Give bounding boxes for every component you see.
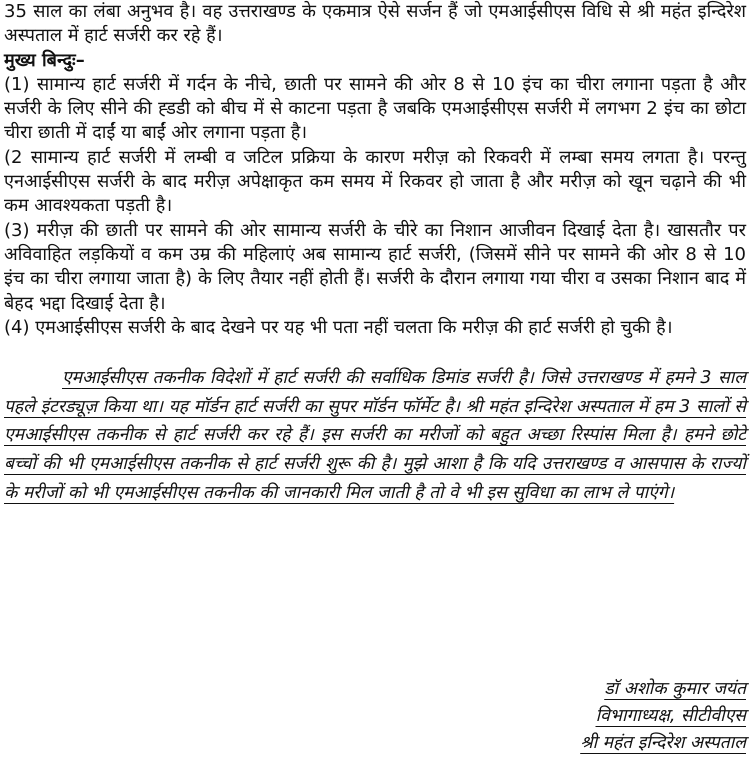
signature-block bbox=[580, 676, 746, 757]
doctor-quote-text: एमआईसीएस तकनीक विदेशों में हार्ट सर्जरी की सर्वाधिक डिमांड सर्जरी है। जिसे उत्तराखण्ड में हमने 3 साल पहले इंटरड्यूज़ किया था। यह मॉर्डन हार्ट सर्जरी का सुपर मॉर्डन फॉर्मेट है। श्री महंत इन्दिरेश अस्पताल में हम 3 सालों से एमआईसीएस तकनीक से हार्ट सर्जरी कर रहे हैं। इस सर्जरी का मरीजों को बहुत अच्छा रिस्पांस मिला है। हमने छोटे बच्चों की भी एमआईसीएस तकनीक से हार्ट सर्जरी शुरू की है। मुझे आशा है कि यदि उत्तराखण्ड व आसपास के राज्यों के मरीजों को भी एमआईसीएस तकनीक की जानकारी मिल जाती है तो वे भी इस सुविधा का लाभ ले पाएंगे। bbox=[4, 368, 746, 503]
document-body bbox=[4, 0, 746, 507]
signature-title: विभागाध्यक्ष, सीटीवीएस bbox=[595, 706, 746, 726]
point-2: (2 सामान्य हार्ट सर्जरी में लम्बी व जटिल प्रक्रिया के कारण मरीज़ को रिकवरी में लम्बा समय लगता है। परन्तु एनआईसीएस सर्जरी के बाद मरीज़ अपेक्षाकृत कम समय में रिकवर हो जाता है और मरीज़ को खून चढ़ाने की भी कम आवश्यकता पड़ती है। bbox=[4, 146, 746, 217]
section-heading: मुख्य बिन्दुः– bbox=[4, 49, 85, 71]
signature-org: श्री महंत इन्दिरेश अस्पताल bbox=[580, 733, 746, 753]
intro-paragraph: 35 साल का लंबा अनुभव है। वह उत्तराखण्ड के एकमात्र ऐसे सर्जन हैं जो एमआईसीएस विधि से श्री महंत इन्दिरेश अस्पताल में हार्ट सर्जरी कर रहे हैं। bbox=[4, 1, 746, 47]
doctor-quote bbox=[4, 364, 746, 507]
point-1: (1) सामान्य हार्ट सर्जरी में गर्दन के नीचे, छाती पर सामने की ओर 8 से 10 इंच का चीरा लगाना पड़ता है और सर्जरी के लिए सीने की ह्डडी को बीच में से काटना पड़ता है जबकि एमआईसीएस सर्जरी में लगभग 2 इंच का छोटा चीरा छाती में दाईं या बाईं ओर लगाना पड़ता है। bbox=[4, 73, 746, 144]
point-3: (3) मरीज़ की छाती पर सामने की ओर सामान्य सर्जरी के चीरे का निशान आजीवन दिखाई देता है। खासतौर पर अविवाहित लड़कियों व कम उम्र की महिलाएं अब सामान्य हार्ट सर्जरी, (जिसमें सीने पर सामने की ओर 8 से 10 इंच का चीरा लगाया जाता है) के लिए तैयार नहीं होती हैं। सर्जरी के दौरान लगाया गया चीरा व उसका निशान बाद में बेहद भद्दा दिखाई देता है। bbox=[4, 219, 746, 314]
point-4: (4) एमआईसीएस सर्जरी के बाद देखने पर यह भी पता नहीं चलता कि मरीज़ की हार्ट सर्जरी हो चुकी है। bbox=[4, 316, 673, 338]
signature-name: डॉ अशोक कुमार जयंत bbox=[604, 679, 746, 699]
